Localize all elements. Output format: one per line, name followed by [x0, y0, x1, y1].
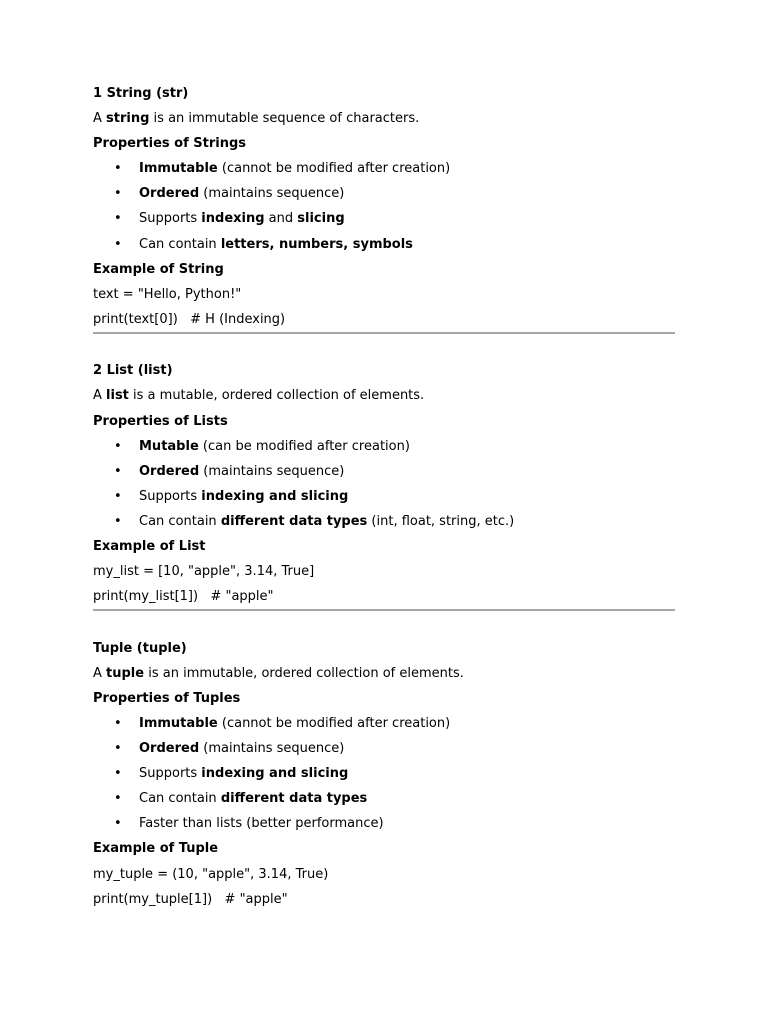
- section-heading-string: 1 String (str): [93, 86, 189, 101]
- list-item: • Immutable (cannot be modified after creation): [114, 161, 451, 177]
- bullet-icon: •: [114, 161, 122, 177]
- list-item: • Faster than lists (better performance): [114, 816, 384, 832]
- bullet-icon: •: [114, 513, 122, 529]
- list-example-heading: Example of List: [93, 539, 206, 554]
- code-line: my_tuple = (10, "apple", 3.14, True): [93, 866, 329, 882]
- code-line: print(my_tuple[1]) # "apple": [93, 891, 288, 907]
- bullet-icon: •: [114, 766, 122, 782]
- list-item: • Can contain letters, numbers, symbols: [114, 236, 413, 252]
- code-line: print(my_list[1]) # "apple": [93, 589, 274, 605]
- list-item: • Can contain different data types (int, float, string, etc.): [114, 513, 515, 529]
- list-item: • Can contain different data types: [114, 791, 368, 807]
- list-item: • Mutable (can be modified after creation): [114, 438, 410, 454]
- code-line: print(text[0]) # H (Indexing): [93, 311, 286, 327]
- bullet-icon: •: [114, 715, 122, 731]
- bullet-icon: •: [114, 816, 122, 832]
- list-item: • Supports indexing and slicing: [114, 766, 349, 782]
- tuple-example-heading: Example of Tuple: [93, 841, 219, 857]
- divider: [93, 609, 675, 641]
- list-item: • Ordered (maintains sequence): [114, 741, 345, 757]
- list-item: • Ordered (maintains sequence): [114, 463, 345, 479]
- bullet-icon: •: [114, 741, 122, 757]
- bullet-icon: •: [114, 186, 122, 202]
- list-item: • Supports indexing and slicing: [114, 211, 345, 227]
- bullet-icon: •: [114, 236, 122, 252]
- tuple-intro: A tuple is an immutable, ordered collection of elements.: [93, 665, 464, 681]
- string-example-heading: Example of String: [93, 261, 224, 277]
- bullet-icon: •: [114, 488, 122, 504]
- bullet-icon: •: [114, 211, 122, 227]
- list-item: • Ordered (maintains sequence): [114, 186, 345, 202]
- bullet-icon: •: [114, 438, 122, 454]
- section-heading-list: 2 List (list): [93, 363, 173, 379]
- bullet-icon: •: [114, 463, 122, 479]
- string-properties-heading: Properties of Strings: [93, 136, 247, 152]
- section-heading-tuple: Tuple (tuple): [93, 640, 187, 656]
- divider: [93, 332, 675, 364]
- tuple-properties-heading: Properties of Tuples: [93, 690, 241, 706]
- list-properties-heading: Properties of Lists: [93, 413, 228, 429]
- bullet-icon: •: [114, 791, 122, 807]
- string-intro: A string is an immutable sequence of characters.: [93, 111, 420, 127]
- list-intro: A list is a mutable, ordered collection of elements.: [93, 388, 425, 404]
- list-item: • Immutable (cannot be modified after creation): [114, 715, 451, 731]
- document-page: [93, 86, 675, 917]
- code-line: my_list = [10, "apple", 3.14, True]: [93, 564, 315, 580]
- list-item: • Supports indexing and slicing: [114, 488, 349, 504]
- code-line: text = "Hello, Python!": [93, 286, 242, 302]
